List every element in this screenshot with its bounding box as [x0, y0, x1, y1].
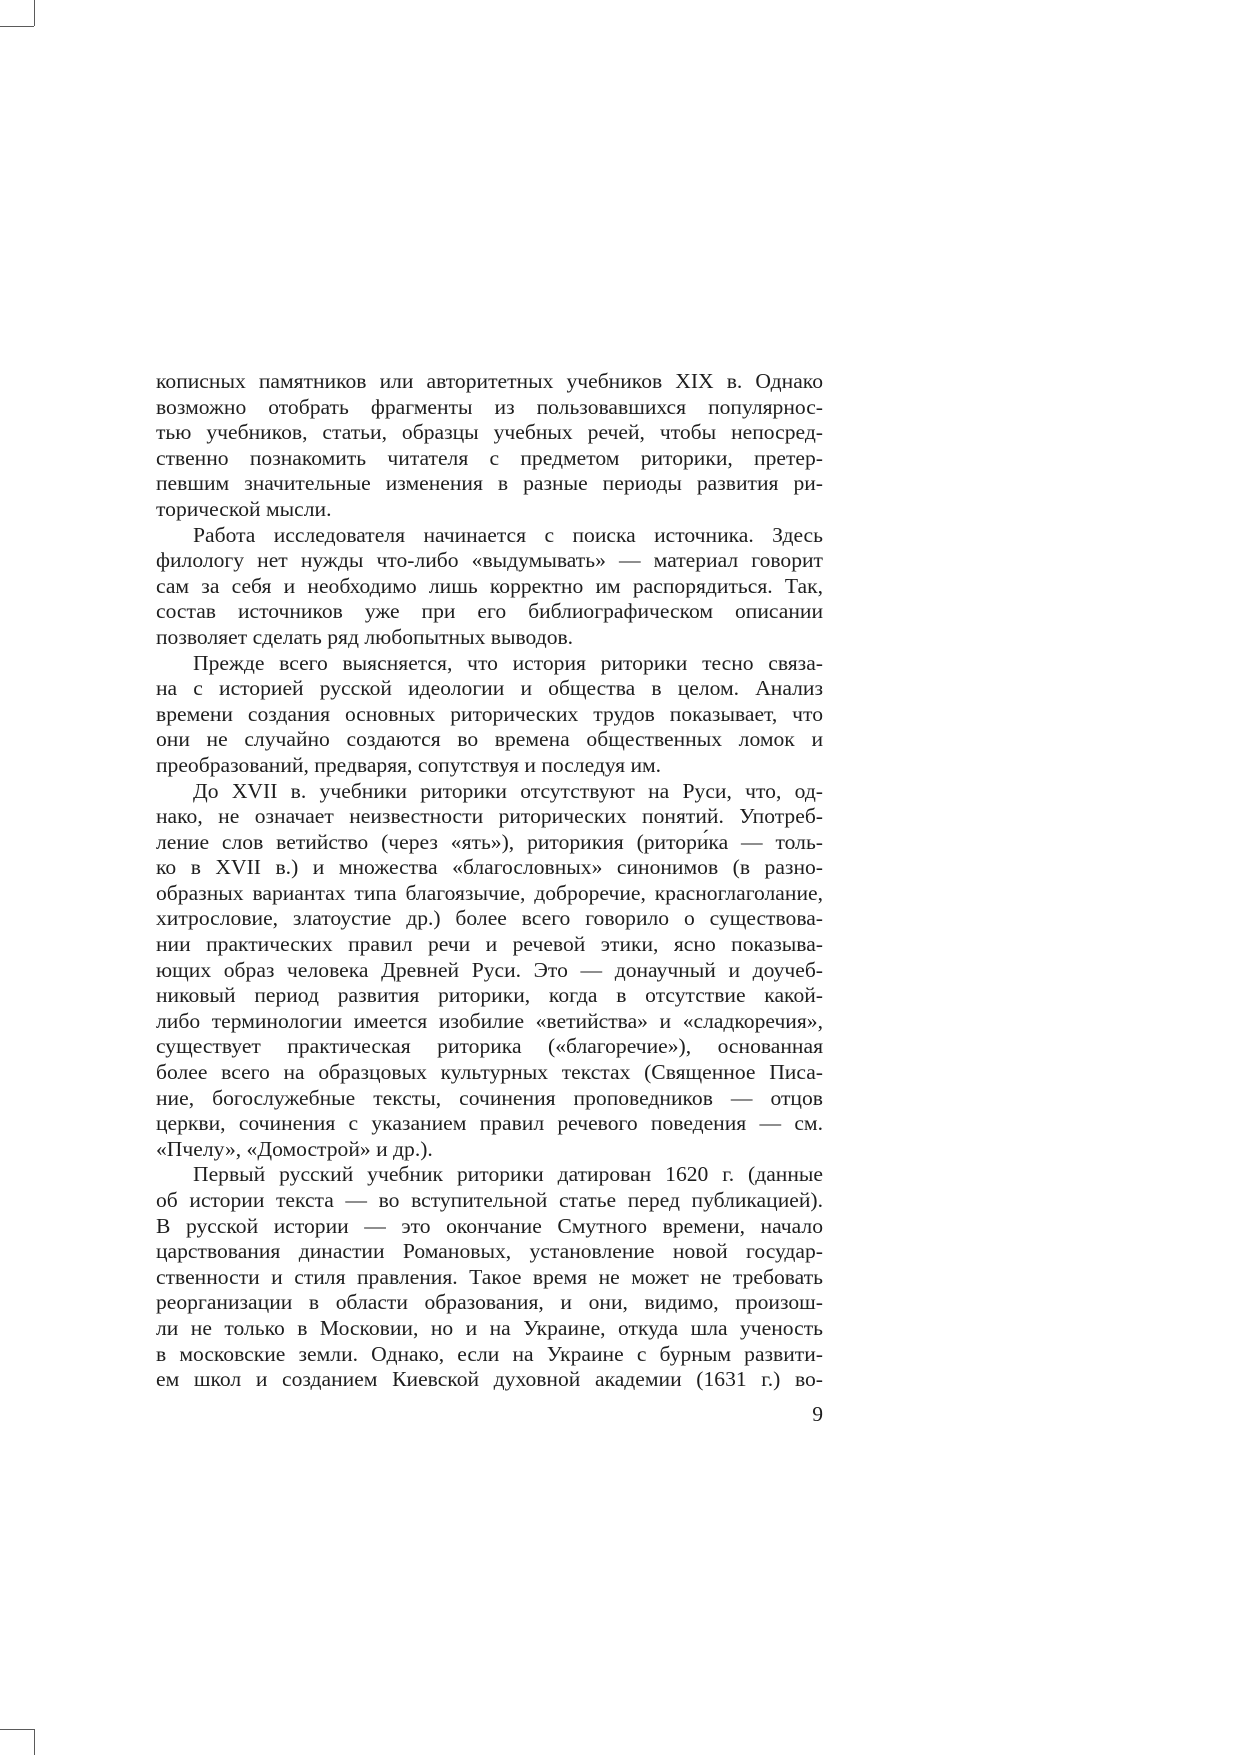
- text-line: в московские земли. Однако, если на Украине с бурным развити-: [156, 1341, 823, 1366]
- text-line: нако, не означает неизвестности риторических понятий. Употреб-: [156, 804, 823, 829]
- text-line: ко в XVII в.) и множества «благословных» синонимов (в разно-: [156, 855, 823, 880]
- text-line: певшим значительные изменения в разные периоды развития ри-: [156, 471, 823, 496]
- text-line: никовый период развития риторики, когда в отсутствие какой-: [156, 983, 823, 1008]
- crop-mark-bottom-left-horizontal: [0, 1729, 34, 1730]
- text-line: ли не только в Московии, но и на Украине, откуда шла ученость: [156, 1315, 823, 1340]
- text-line: на с историей русской идеологии и общества в целом. Анализ: [156, 676, 823, 701]
- text-line: кописных памятников или авторитетных учебников XIX в. Однако: [156, 369, 823, 393]
- page-number: 9: [812, 1402, 823, 1426]
- text-line: Прежде всего выясняется, что история риторики тесно связа-: [193, 650, 823, 675]
- text-line: тью учебников, статьи, образцы учебных речей, чтобы непосред-: [156, 420, 823, 445]
- text-line: филологу нет нужды что-либо «выдумывать» — материал говорит: [156, 548, 823, 573]
- text-line: торической мысли.: [156, 496, 332, 521]
- text-line: Первый русский учебник риторики датирован 1620 г. (данные: [193, 1162, 823, 1187]
- text-line: преобразований, предваряя, сопутствуя и последуя им.: [156, 752, 662, 777]
- text-line: они не случайно создаются во времена общественных ломок и: [156, 727, 823, 752]
- text-line: состав источников уже при его библиографическом описании: [156, 599, 823, 624]
- text-line: Работа исследователя начинается с поиска источника. Здесь: [193, 522, 823, 547]
- text-line: ственно познакомить читателя с предметом риторики, претер-: [156, 445, 823, 470]
- crop-mark-top-left-horizontal: [0, 26, 34, 27]
- text-line: царствования династии Романовых, установление новой государ-: [156, 1239, 823, 1264]
- text-line: либо терминологии имеется изобилие «ветийства» и «сладкоречия»,: [156, 1008, 823, 1033]
- text-line: ление слов ветийство (через «ять»), риторикия (ритори́ка — толь-: [156, 829, 823, 854]
- text-line: церкви, сочинения с указанием правил речевого поведения — см.: [156, 1111, 823, 1136]
- crop-mark-top-left-vertical: [34, 0, 35, 26]
- text-line: времени создания основных риторических трудов показывает, что: [156, 701, 823, 726]
- text-line: хитрословие, златоустие др.) более всего говорило о существова-: [156, 906, 823, 931]
- text-line: реорганизации в области образования, и они, видимо, произош-: [156, 1290, 823, 1315]
- text-line: ние, богослужебные тексты, сочинения проповедников — отцов: [156, 1085, 823, 1110]
- text-line: В русской истории — это окончание Смутного времени, начало: [156, 1213, 823, 1238]
- text-line: существует практическая риторика («благоречие»), основанная: [156, 1034, 823, 1059]
- text-line: более всего на образцовых культурных текстах (Священное Писа-: [156, 1060, 823, 1085]
- body-text: [156, 369, 823, 1393]
- text-line: «Пчелу», «Домострой» и др.).: [156, 1136, 433, 1161]
- text-line: ственности и стиля правления. Такое время не может не требовать: [156, 1264, 823, 1289]
- text-line: возможно отобрать фрагменты из пользовавшихся популярнос-: [156, 394, 823, 419]
- text-line: ем школ и созданием Киевской духовной академии (1631 г.) во-: [156, 1367, 823, 1392]
- text-line: позволяет сделать ряд любопытных выводов.: [156, 624, 574, 649]
- text-line: об истории текста — во вступительной статье перед публикацией).: [156, 1188, 823, 1212]
- text-line: образных вариантах типа благоязычие, доброречие, красноглаголание,: [156, 880, 823, 905]
- text-line: ющих образ человека Древней Руси. Это — донаучный и доучеб-: [156, 957, 823, 982]
- text-line: До XVII в. учебники риторики отсутствуют на Руси, что, од-: [193, 778, 823, 803]
- text-line: сам за себя и необходимо лишь корректно им распорядиться. Так,: [156, 573, 823, 598]
- text-line: нии практических правил речи и речевой этики, ясно показыва-: [156, 932, 823, 957]
- crop-mark-bottom-left-vertical: [34, 1729, 35, 1755]
